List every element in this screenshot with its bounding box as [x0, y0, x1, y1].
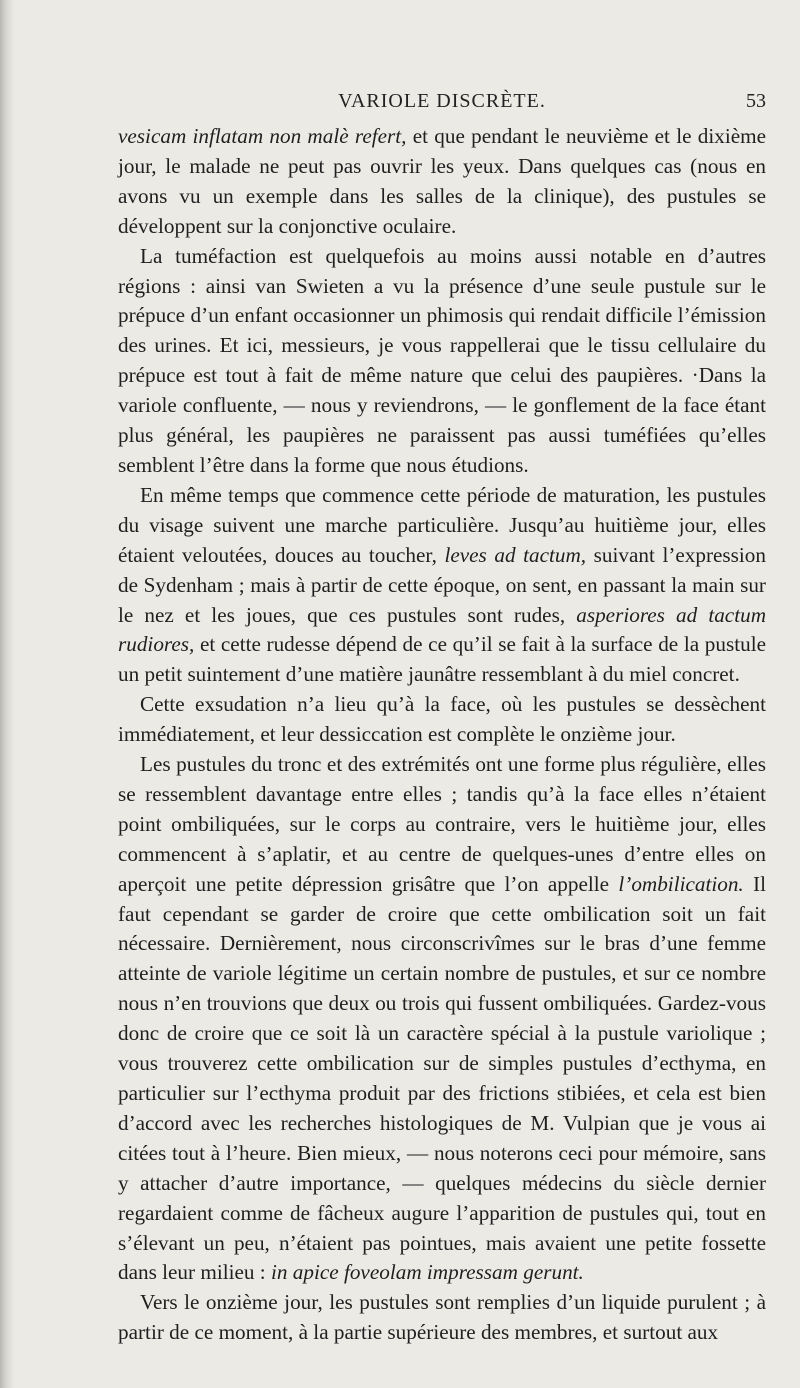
text-run: et que pendant le neuvième et le dixième jour, le malade ne peut pas ouvrir les yeux. Dans quelques cas (nous en avons vu un exemple dans les salles de la clinique), des pustules se développent sur la conjonctive oculaire.	[118, 124, 766, 238]
text-run: Vers le onzième jour, les pustules sont remplies d’un liquide purulent ; à partir de ce moment, à la partie supérieure des membres, et surtout aux	[118, 1290, 766, 1345]
page-header	[118, 90, 766, 118]
latin-quote: vesicam inflatam non malè refert,	[118, 124, 407, 148]
latin-quote: leves ad tactum,	[444, 542, 587, 567]
text-run: suivant l’expression de Sydenham ; mais à partir de cette époque, on sent, en passant la main sur le nez et les joues, que ces pustules sont rudes,	[118, 542, 766, 627]
text-run: Cette exsudation n’a lieu qu’à la face, où les pustules se dessèchent immédiatement, et leur dessiccation est complète le onzième jour.	[118, 692, 766, 747]
paragraph	[118, 1288, 766, 1348]
paragraph	[118, 750, 766, 1288]
text-run: En même temps que commence cette période de maturation, les pustules du visage suivent une marche particulière. Jusqu’au huitième jour, elles étaient veloutées, douces au toucher,	[118, 482, 766, 567]
latin-quote: asperiores ad tactum rudiores,	[118, 602, 766, 657]
latin-quote: l’ombilication.	[618, 871, 744, 896]
paragraph	[118, 690, 766, 750]
text-run: La tuméfaction est quelquefois au moins aussi notable en d’autres régions : ainsi van Swieten a vu la présence d’une seule pustule sur le prépuce d’un enfant occasionner un phimosis qui rendait difficile l’émission des urines. Et ici, messieurs, je vous rappellerai que le tissu cellulaire du prépuce est tout à fait de même nature que celui des paupières. ·Dans la variole confluente, — nous y reviendrons, — le gonflement de la face étant plus général, les paupières ne paraissent pas aussi tuméfiées qu’elles semblent l’être dans la forme que nous étudions.	[118, 243, 766, 477]
body-text	[118, 122, 766, 1348]
page-number: 53	[746, 90, 766, 112]
latin-quote: in apice foveolam impressam gerunt.	[271, 1260, 584, 1285]
text-run: et cette rudesse dépend de ce qu’il se fait à la surface de la pustule un petit suintement d’une matière jaunâtre ressemblant à du miel concret.	[118, 632, 766, 687]
paragraph	[118, 122, 766, 242]
page-gutter-shadow	[0, 0, 14, 1388]
running-title: VARIOLE DISCRÈTE.	[338, 90, 546, 112]
text-run: Il faut cependant se garder de croire que cette ombilication soit un fait nécessaire. Dernièrement, nous circonscrivîmes sur le bras d’une femme atteinte de variole légitime un certain nombre de pustules, et sur ce nombre nous n’en trouvions que deux ou trois qui fussent ombiliquées. Gardez-vous donc de croire que ce soit là un caractère spécial à la pustule variolique ; vous trouverez cette ombilication sur de simples pustules d’ecthyma, en particulier sur l’ecthyma produit par des frictions stibiées, et cela est bien d’accord avec les recherches histologiques de M. Vulpian que je vous ai citées tout à l’heure. Bien mieux, — nous noterons ceci pour mémoire, sans y attacher d’autre importance, — quelques médecins du siècle dernier regardaient comme de fâcheux augure l’apparition de pustules qui, tout en s’élevant un peu, n’étaient pas pointues, mais avaient une petite fossette dans leur milieu :	[118, 871, 766, 1285]
paragraph	[118, 481, 766, 690]
paragraph	[118, 242, 766, 481]
text-run: Les pustules du tronc et des extrémités ont une forme plus régulière, elles se ressemblent davantage entre elles ; tandis qu’à la face elles n’étaient point ombiliquées, sur le corps au contraire, vers le huitième jour, elles commencent à s’aplatir, et au centre de quelques-unes d’entre elles on aperçoit une petite dépression grisâtre que l’on appelle	[118, 752, 766, 896]
